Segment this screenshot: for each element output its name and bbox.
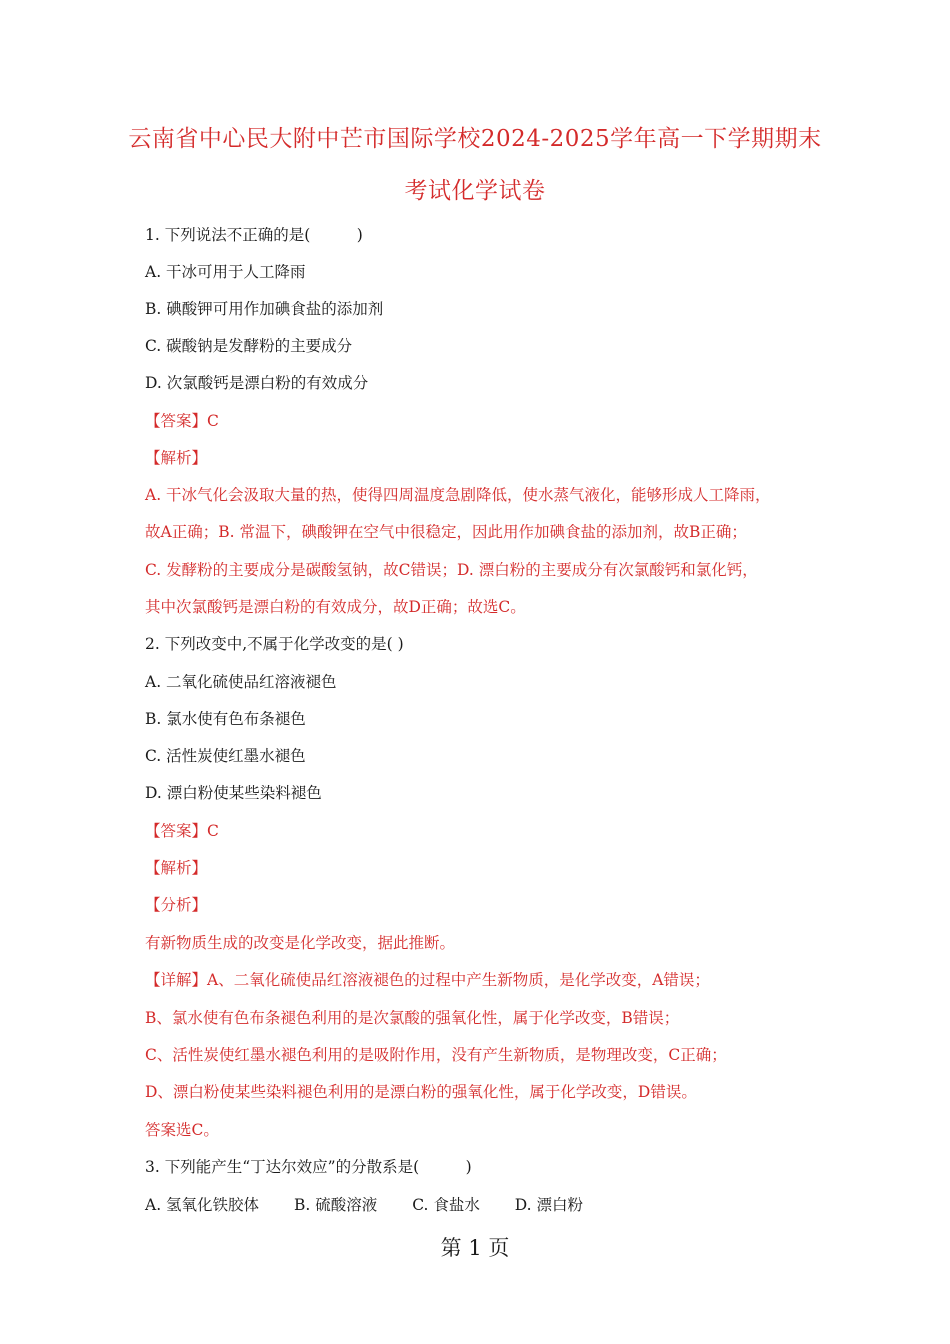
question-2-detail-line: C、活性炭使红墨水褪色利用的是吸附作用，没有产生新物质，是物理改变，C正确；: [145, 1046, 727, 1064]
question-2-fenxi: 有新物质生成的改变是化学改变，据此推断。: [145, 934, 456, 952]
question-2-answer: 【答案】C: [145, 822, 219, 840]
question-1-option-a: A. 干冰可用于人工降雨: [145, 263, 306, 281]
question-2-option-c: C. 活性炭使红墨水褪色: [145, 747, 306, 765]
question-1-analysis-label: 【解析】: [145, 449, 208, 467]
question-1-option-d: D. 次氯酸钙是漂白粉的有效成分: [145, 374, 369, 392]
question-1-option-b: B. 碘酸钾可用作加碘食盐的添加剂: [145, 300, 384, 318]
question-3-option-d: D. 漂白粉: [514, 1196, 584, 1214]
question-1-stem: 1. 下列说法不正确的是( ): [145, 226, 363, 244]
question-2-detail-line: D、漂白粉使某些染料褪色利用的是漂白粉的强氧化性，属于化学改变，D错误。: [145, 1083, 697, 1101]
question-2-conclusion: 答案选C。: [145, 1121, 219, 1139]
question-3-option-c: C. 食盐水: [412, 1196, 480, 1214]
question-1-analysis-line: A. 干冰气化会汲取大量的热，使得四周温度急剧降低，使水蒸气液化，能够形成人工降雨，: [145, 486, 771, 504]
question-3-stem: 3. 下列能产生“丁达尔效应”的分散系是( ): [145, 1158, 472, 1176]
question-1-analysis-line: C. 发酵粉的主要成分是碳酸氢钠，故C错误；D. 漂白粉的主要成分有次氯酸钙和氯化钙，: [145, 561, 758, 579]
question-2-option-d: D. 漂白粉使某些染料褪色: [145, 784, 322, 802]
question-1-analysis-line: 其中次氯酸钙是漂白粉的有效成分，故D正确；故选C。: [145, 598, 526, 616]
question-2-option-a: A. 二氧化硫使品红溶液褪色: [145, 673, 337, 691]
question-3-option-a: A. 氢氧化铁胶体: [145, 1196, 260, 1214]
title-line-1: 云南省中心民大附中芒市国际学校2024-2025学年高一下学期期末: [128, 126, 822, 152]
question-1-analysis-line: 故A正确；B. 常温下，碘酸钾在空气中很稳定，因此用作加碘食盐的添加剂，故B正确；: [145, 523, 747, 541]
question-2-stem: 2. 下列改变中,不属于化学改变的是( ): [145, 635, 404, 653]
question-1-answer: 【答案】C: [145, 412, 219, 430]
question-2-detail-line: 【详解】A、二氧化硫使品红溶液褪色的过程中产生新物质，是化学改变，A错误；: [145, 971, 710, 989]
question-2-analysis-label: 【解析】: [145, 859, 208, 877]
question-3-option-b: B. 硫酸溶液: [294, 1196, 378, 1214]
page-number: 第 1 页: [440, 1236, 510, 1260]
question-2-detail-line: B、氯水使有色布条褪色利用的是次氯酸的强氧化性，属于化学改变，B错误；: [145, 1009, 680, 1027]
question-2-option-b: B. 氯水使有色布条褪色: [145, 710, 306, 728]
question-1-option-c: C. 碳酸钠是发酵粉的主要成分: [145, 337, 353, 355]
question-3-options: [145, 1195, 825, 1215]
question-2-fenxi-label: 【分析】: [145, 896, 208, 914]
title-line-2: 考试化学试卷: [404, 178, 546, 204]
